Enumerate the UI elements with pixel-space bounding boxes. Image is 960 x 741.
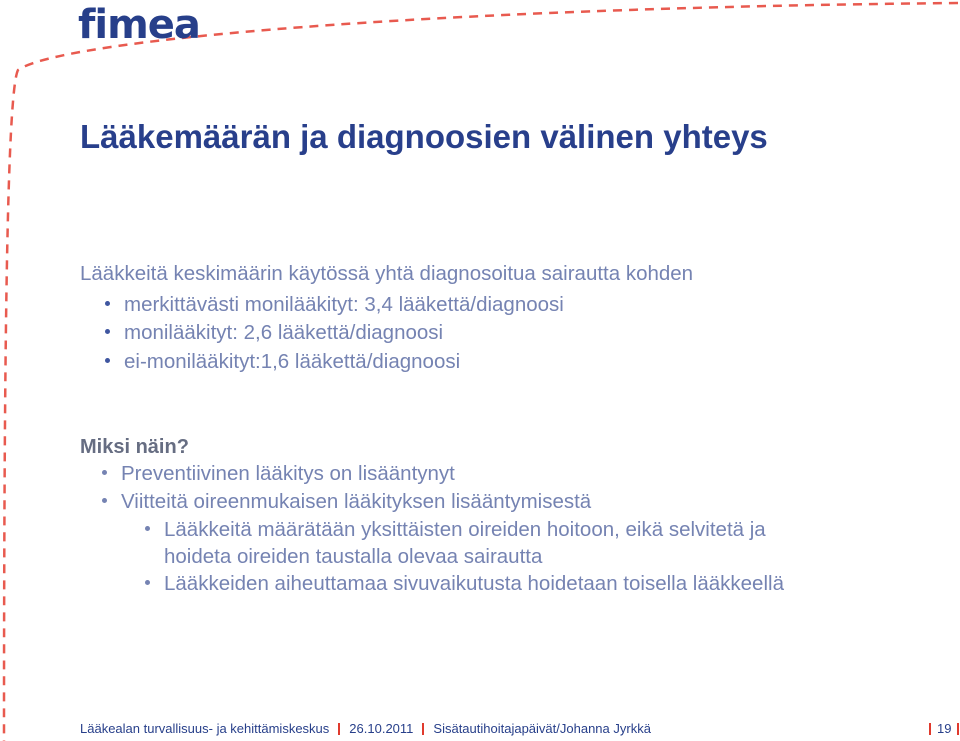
section2-heading: Miksi näin? [80, 436, 189, 458]
footer [80, 721, 651, 736]
section1-heading: Lääkkeitä keskimäärin käytössä yhtä diagnosoitua sairautta kohden [80, 262, 694, 285]
footer-event: Sisätautihoitajapäivät/Johanna Jyrkkä [433, 721, 651, 736]
footer-org: Lääkealan turvallisuus- ja kehittämiskeskus [80, 721, 330, 736]
subbullet-item [145, 518, 766, 542]
footer-date: 26.10.2011 [349, 721, 414, 736]
bullet-dot-icon [145, 580, 150, 585]
page-number: 19 [937, 721, 952, 736]
bullet-item [105, 293, 564, 317]
page-number-group [929, 721, 959, 736]
bullet-dot-icon [102, 470, 107, 475]
separator-bar [957, 723, 959, 735]
bullet-text: Lääkkeitä määrätään yksittäisten oireiden hoitoon, eikä selvitetä ja [164, 518, 766, 541]
bullet-dot-icon [105, 301, 110, 306]
subbullet-continuation: hoideta oireiden taustalla olevaa sairautta [164, 545, 543, 568]
bullet-text: Lääkkeiden aiheuttamaa sivuvaikutusta hoidetaan toisella lääkkeellä [164, 572, 784, 595]
bullet-dot-icon [145, 526, 150, 531]
bullet-text: ei-monilääkityt:1,6 lääkettä/diagnoosi [124, 350, 461, 373]
bullet-dot-icon [102, 498, 107, 503]
bullet-item [105, 350, 460, 374]
fimea-logo: fimea [78, 2, 200, 48]
separator-bar [338, 723, 340, 735]
bullet-text: monilääkityt: 2,6 lääkettä/diagnoosi [124, 321, 444, 344]
separator-bar [929, 723, 931, 735]
bullet-text: Viitteitä oireenmukaisen lääkityksen lisääntymisestä [121, 490, 592, 513]
subbullet-item [145, 572, 784, 596]
bullet-dot-icon [105, 329, 110, 334]
page-title: Lääkemäärän ja diagnoosien välinen yhteys [80, 118, 768, 155]
bullet-item [102, 490, 591, 514]
bullet-item [105, 321, 443, 345]
separator-bar [422, 723, 424, 735]
bullet-text: Preventiivinen lääkitys on lisääntynyt [121, 462, 455, 485]
bullet-item [102, 462, 455, 486]
bullet-dot-icon [105, 358, 110, 363]
bullet-text: merkittävästi monilääkityt: 3,4 lääkettä/diagnoosi [124, 293, 564, 316]
